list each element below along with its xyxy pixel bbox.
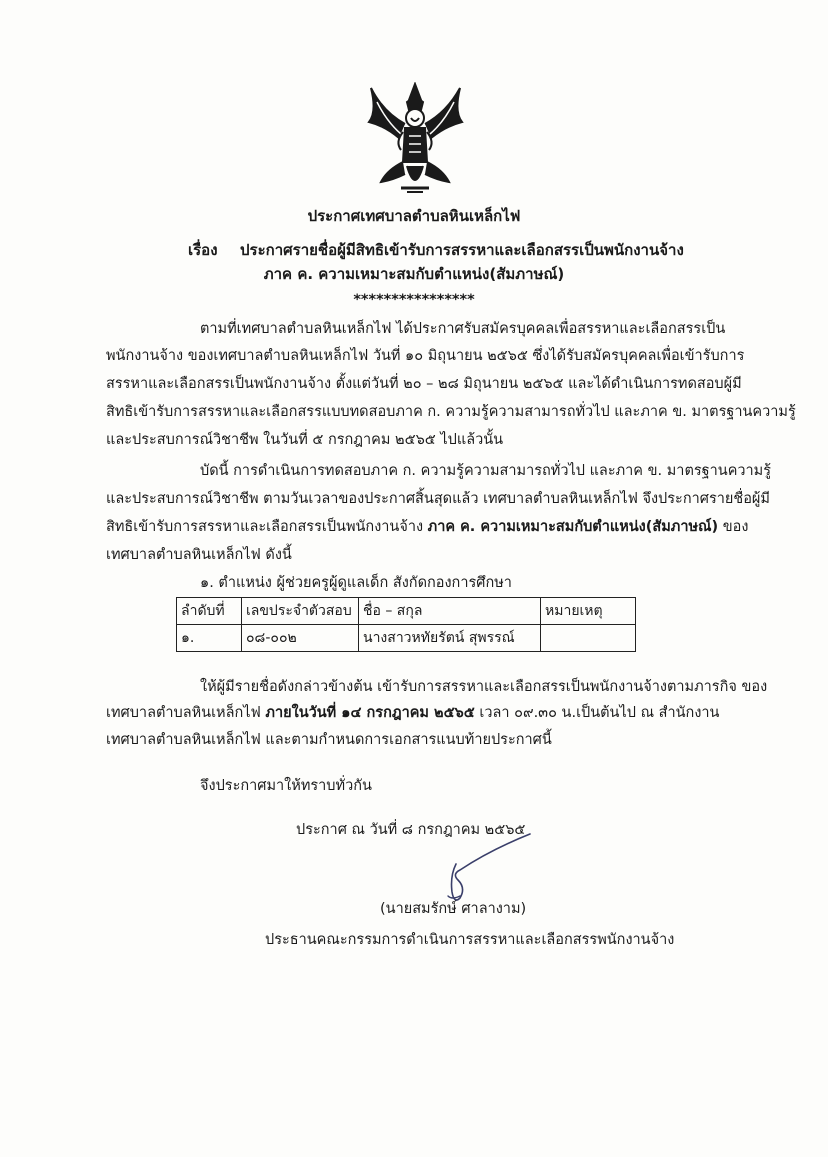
paragraph-3-line-2-bold: ภายในวันที่ ๑๔ กรกฎาคม ๒๕๖๕	[265, 705, 475, 721]
signer-name: (นายสมรักษ์ ศาลางาม)	[380, 901, 527, 917]
announcement-title: ประกาศเทศบาลตำบลหินเหล็กไฟ	[307, 207, 521, 225]
paragraph-1-line-4: สิทธิเข้ารับการสรรหาและเลือกสรรแบบทดสอบภาค ก. ความรู้ความสามารถทั่วไป และภาค ข. มาตรฐานความรู้	[106, 404, 796, 420]
paragraph-2-line-3-bold: ภาค ค. ความเหมาะสมกับตำแหน่ง(สัมภาษณ์)	[427, 519, 719, 535]
paragraph-1-line-2: พนักงานจ้าง ของเทศบาลตำบลหินเหล็กไฟ วันที่ ๑๐ มิถุนายน ๒๕๖๕ ซึ่งได้รับสมัครบุคคลเพื่อเข้ารับการ	[106, 348, 745, 364]
date-line: ประกาศ ณ วันที่ ๘ กรกฎาคม ๒๕๖๕	[296, 822, 526, 838]
table-header-cell: ชื่อ – สกุล	[359, 598, 541, 625]
table-cell	[541, 625, 636, 652]
paragraph-2-line-4: เทศบาลตำบลหินเหล็กไฟ ดังนี้	[106, 547, 292, 563]
paragraph-2-line-3-end: ของ	[718, 519, 749, 535]
table-cell: นางสาวหทัยรัตน์ สุพรรณ์	[359, 625, 541, 652]
stars-divider: ****************	[353, 292, 475, 308]
garuda-emblem-icon	[363, 82, 468, 202]
paragraph-3-line-3: เทศบาลตำบลหินเหล็กไฟ และตามกำหนดการเอกสารแนบท้ายประกาศนี้	[106, 732, 552, 748]
paragraph-2-line-3	[106, 517, 748, 537]
paragraph-3-line-1: ให้ผู้มีรายชื่อดังกล่าวข้างต้น เข้ารับการสรรหาและเลือกสรรเป็นพนักงานจ้างตามภารกิจ ของ	[200, 679, 768, 695]
table-header-cell: เลขประจำตัวสอบ	[242, 598, 359, 625]
subject-line-2: ภาค ค. ความเหมาะสมกับตำแหน่ง(สัมภาษณ์)	[263, 265, 565, 283]
paragraph-3-line-2	[106, 703, 719, 723]
table-row	[177, 625, 636, 652]
table-header-cell: หมายเหตุ	[541, 598, 636, 625]
signature-icon	[430, 830, 550, 910]
paragraph-2-line-1: บัดนี้ การดำเนินการทดสอบภาค ก. ความรู้ความสามารถทั่วไป และภาค ข. มาตรฐานความรู้	[200, 463, 772, 479]
paragraph-1-line-1: ตามที่เทศบาลตำบลหินเหล็กไฟ ได้ประกาศรับสมัครบุคคลเพื่อสรรหาและเลือกสรรเป็น	[200, 321, 726, 337]
signer-title: ประธานคณะกรรมการดำเนินการสรรหาและเลือกสรรพนักงานจ้าง	[265, 932, 675, 948]
paragraph-3-line-2-start: เทศบาลตำบลหินเหล็กไฟ	[106, 705, 266, 721]
paragraph-1-line-3: สรรหาและเลือกสรรเป็นพนักงานจ้าง ตั้งแต่วันที่ ๒๐ – ๒๘ มิถุนายน ๒๕๖๕ และได้ดำเนินการทดสอบผู้มี	[106, 376, 742, 392]
paragraph-1-line-5: และประสบการณ์วิชาชีพ ในวันที่ ๕ กรกฎาคม ๒๕๖๕ ไปแล้วนั้น	[106, 432, 504, 448]
paragraph-2-line-3-start: สิทธิเข้ารับการสรรหาและเลือกสรรเป็นพนักงานจ้าง	[106, 519, 428, 535]
subject-line-1: ประกาศรายชื่อผู้มีสิทธิเข้ารับการสรรหาและเลือกสรรเป็นพนักงานจ้าง	[240, 241, 684, 259]
paragraph-2-line-2: และประสบการณ์วิชาชีพ ตามวันเวลาของประกาศสิ้นสุดแล้ว เทศบาลตำบลหินเหล็กไฟ จึงประกาศรายชื่อผู้มี	[106, 491, 770, 507]
paragraph-3-line-2-end: เวลา ๐๙.๓๐ น.เป็นต้นไป ณ สำนักงาน	[474, 705, 720, 721]
candidate-table	[176, 597, 636, 652]
table-cell: ๑.	[177, 625, 242, 652]
table-header-row	[177, 598, 636, 625]
table-header-cell: ลำดับที่	[177, 598, 242, 625]
position-heading: ๑. ตำแหน่ง ผู้ช่วยครูผู้ดูแลเด็ก สังกัดกองการศึกษา	[200, 575, 512, 591]
table-cell: ๐๘-๐๐๒	[242, 625, 359, 652]
announce-line: จึงประกาศมาให้ทราบทั่วกัน	[200, 778, 372, 794]
subject-label: เรื่อง	[188, 241, 218, 259]
